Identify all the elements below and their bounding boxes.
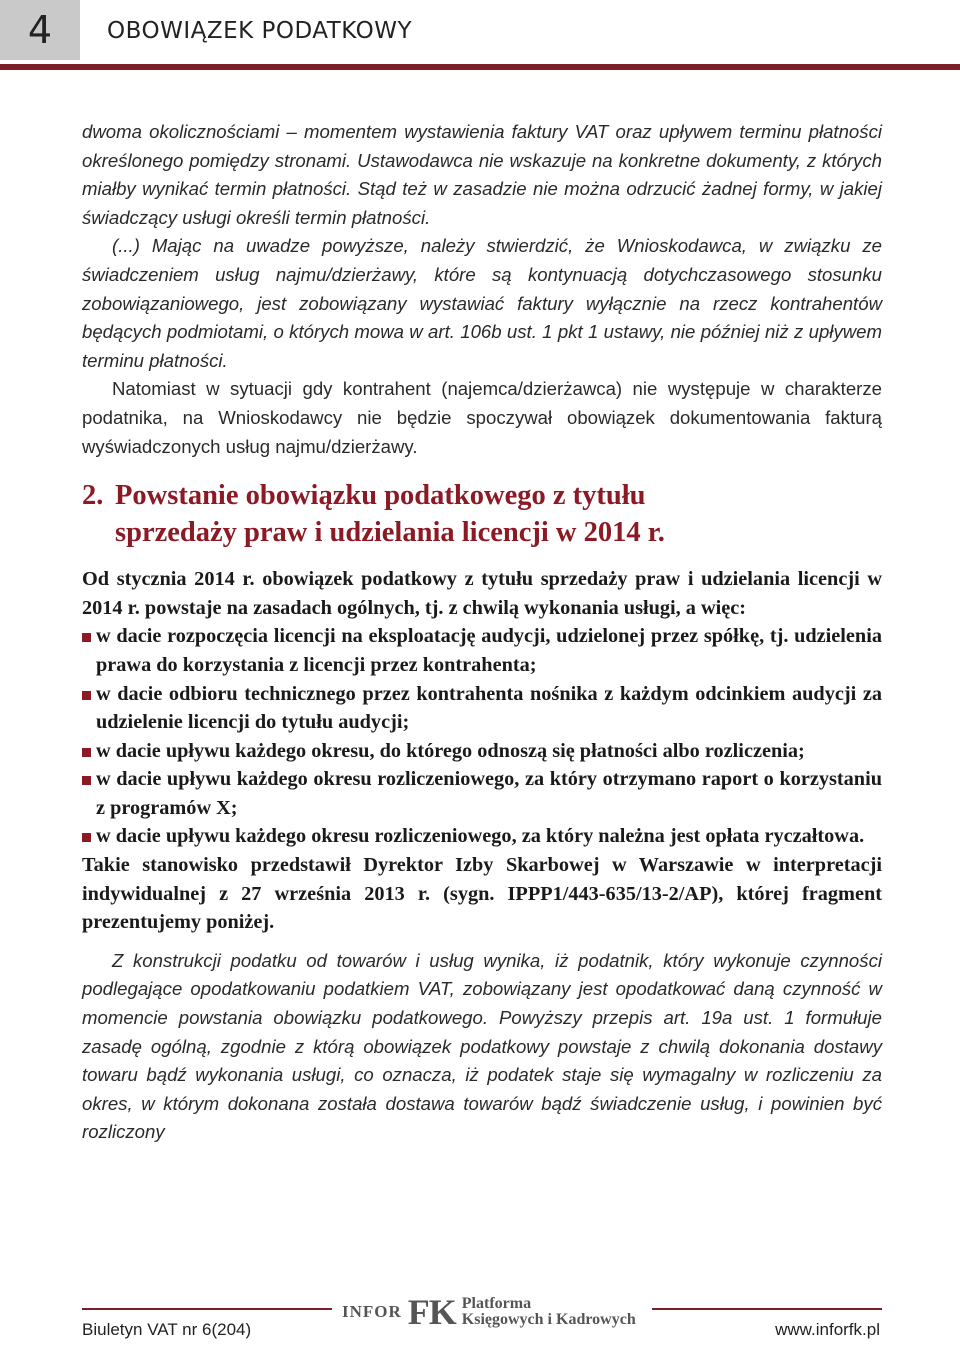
quote-paragraph: dwoma okolicznościami – momentem wystawienia faktury VAT oraz upływem terminu płatności określonego pomiędzy stronami. Ustawodawca nie wskazuje na konkretne dokumenty, z których miałby wynikać termin płatności. Stąd też w zasadzie nie można odrzucić żadnej formy, w jakiej świadczący usługi określi termin płatności. xyxy=(82,121,882,228)
square-bullet-icon xyxy=(82,633,91,642)
quote-paragraph: (...) Mając na uwadze powyższe, należy stwierdzić, że Wnioskodawca, w związku ze świadczeniem usług najmu/dzierżawy, które są kontynuacją dotychczasowego stosunku zobowiązaniowego, jest zobowiązany wystawiać faktury wyłącznie na rzecz kontrahentów będących podmiotami, o których mowa w art. 106b ust. 1 pkt 1 ustawy, nie później niż z upływem terminu płatności. xyxy=(82,235,882,371)
list-item: w dacie odbioru technicznego przez kontrahenta nośnika z każdym odcinkiem audycji za udzielenie licencji do tytułu audycji; xyxy=(82,680,882,737)
logo-fk-text: FK xyxy=(407,1292,456,1332)
square-bullet-icon xyxy=(82,833,91,842)
heading-line-2: sprzedaży praw i udzielania licencji w 2014 r. xyxy=(115,517,665,549)
square-bullet-icon xyxy=(82,776,91,785)
issue-label: Biuletyn VAT nr 6(204) xyxy=(82,1320,252,1339)
body-paragraph: Natomiast w sytuacji gdy kontrahent (najemca/dzierżawca) nie występuje w charakterze podatnika, na Wnioskodawcy nie będzie spoczywał obowiązek dokumentowania fakturą wyświadczonych usług najmu/dzierżawy. xyxy=(82,378,882,457)
list-item: w dacie upływu każdego okresu rozliczeniowego, za który otrzymano raport o korzystaniu z programów X; xyxy=(82,765,882,822)
heading-line-1: Powstanie obowiązku podatkowego z tytułu xyxy=(115,480,646,512)
section-title: OBOWIĄZEK PODATKOWY xyxy=(107,18,413,44)
logo-platform-text: Platforma Księgowych i Kadrowych xyxy=(461,1295,636,1328)
square-bullet-icon xyxy=(82,691,91,700)
page-header xyxy=(0,0,960,68)
section-heading xyxy=(82,477,882,551)
list-item: w dacie rozpoczęcia licencji na eksploatację audycji, udzielonej przez spółkę, tj. udzielenia prawa do korzystania z licencji przez kontrahenta; xyxy=(82,622,882,679)
bold-outro: Takie stanowisko przedstawił Dyrektor Izby Skarbowej w Warszawie w interpretacji indywidualnej z 27 września 2013 r. (sygn. IPPP1/443-635/13-2/AP), której fragment prezentujemy poniżej. xyxy=(82,854,882,934)
list-item: w dacie upływu każdego okresu, do którego odnoszą się płatności albo rozliczenia; xyxy=(82,737,882,766)
bold-intro: Od stycznia 2014 r. obowiązek podatkowy z tytułu sprzedaży praw i udzielania licencji w 2014 r. powstaje na zasadach ogólnych, tj. z chwilą wykonania usługi, a więc: xyxy=(82,568,882,619)
quote-paragraph: Z konstrukcji podatku od towarów i usług wynika, iż podatnik, który wykonuje czynności podlegające opodatkowaniu podatkiem VAT, zobowiązany jest opodatkować daną czynność w momencie powstania obowiązku podatkowego. Powyższy przepis art. 19a ust. 1 formułuje zasadę ogólną, zgodnie z którą obowiązek podatkowy powstaje z chwilą dokonania dostawy towaru bądź wykonania usługi, co oznacza, iż podatek staje się wymagalny w rozliczeniu za okres, w którym dokonana została dostawa towarów bądź świadczenie usług, i powinien być rozliczony xyxy=(82,949,882,1143)
page-footer xyxy=(0,1290,960,1346)
list-item: w dacie upływu każdego okresu rozliczeniowego, za który należna jest opłata ryczałtowa. xyxy=(82,822,882,851)
article-body xyxy=(82,118,882,1147)
square-bullet-icon xyxy=(82,748,91,757)
logo-infor-text: INFOR xyxy=(342,1302,402,1321)
heading-number: 2. xyxy=(82,480,104,512)
header-rule xyxy=(0,64,960,70)
bullet-list xyxy=(82,622,882,851)
page-number: 4 xyxy=(0,0,80,60)
publisher-logo xyxy=(332,1290,652,1334)
website-link[interactable]: www.inforfk.pl xyxy=(775,1320,880,1339)
